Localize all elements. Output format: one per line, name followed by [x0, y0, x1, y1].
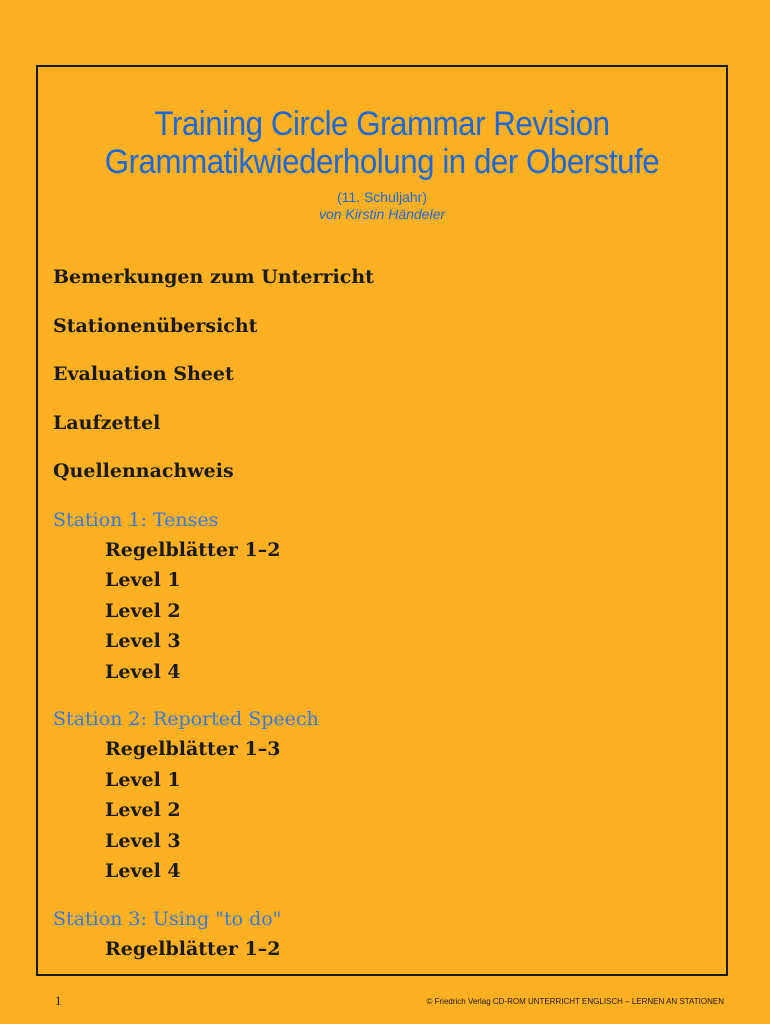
title-line-1: Training Circle Grammar Revision	[154, 105, 610, 143]
station-3	[53, 904, 716, 965]
page-number: 1	[55, 993, 62, 1008]
station-2-level-4[interactable]: Level 4	[105, 860, 181, 882]
station-1	[53, 505, 716, 688]
station-2-level-1[interactable]: Level 1	[105, 768, 181, 791]
toc-item-bemerkungen[interactable]: Bemerkungen zum Unterricht	[53, 266, 374, 288]
toc-item-stationenuebersicht[interactable]: Stationenübersicht	[53, 314, 258, 337]
station-1-regelblaetter[interactable]: Regelblätter 1–2	[105, 538, 281, 561]
station-2-title[interactable]: Station 2: Reported Speech	[53, 708, 319, 730]
content-frame	[36, 65, 728, 976]
station-1-level-2[interactable]: Level 2	[105, 599, 181, 622]
toc-item-evaluation-sheet[interactable]: Evaluation Sheet	[53, 363, 234, 385]
toc-item-quellennachweis[interactable]: Quellennachweis	[53, 460, 234, 482]
toc-item-laufzettel[interactable]: Laufzettel	[53, 411, 161, 434]
station-1-level-3[interactable]: Level 3	[105, 630, 181, 652]
station-3-regelblaetter[interactable]: Regelblätter 1–2	[105, 937, 281, 960]
station-2	[53, 704, 716, 887]
title-block	[38, 105, 726, 223]
station-1-level-4[interactable]: Level 4	[105, 660, 181, 683]
table-of-contents	[53, 262, 716, 964]
station-1-title[interactable]: Station 1: Tenses	[53, 508, 219, 531]
station-2-level-3[interactable]: Level 3	[105, 829, 181, 852]
station-2-level-2[interactable]: Level 2	[105, 799, 181, 821]
station-1-level-1[interactable]: Level 1	[105, 569, 181, 591]
station-2-regelblaetter[interactable]: Regelblätter 1–3	[105, 738, 281, 760]
subtitle: (11. Schuljahr)	[336, 189, 427, 205]
copyright-notice: © Friedrich Verlag CD-ROM UNTERRICHT ENGLISCH – LERNEN AN STATIONEN	[426, 997, 724, 1006]
author: von Kirstin Händeler	[318, 206, 446, 222]
station-3-title[interactable]: Station 3: Using "to do"	[53, 907, 282, 930]
title-line-2: Grammatikwiederholung in der Oberstufe	[104, 143, 660, 181]
